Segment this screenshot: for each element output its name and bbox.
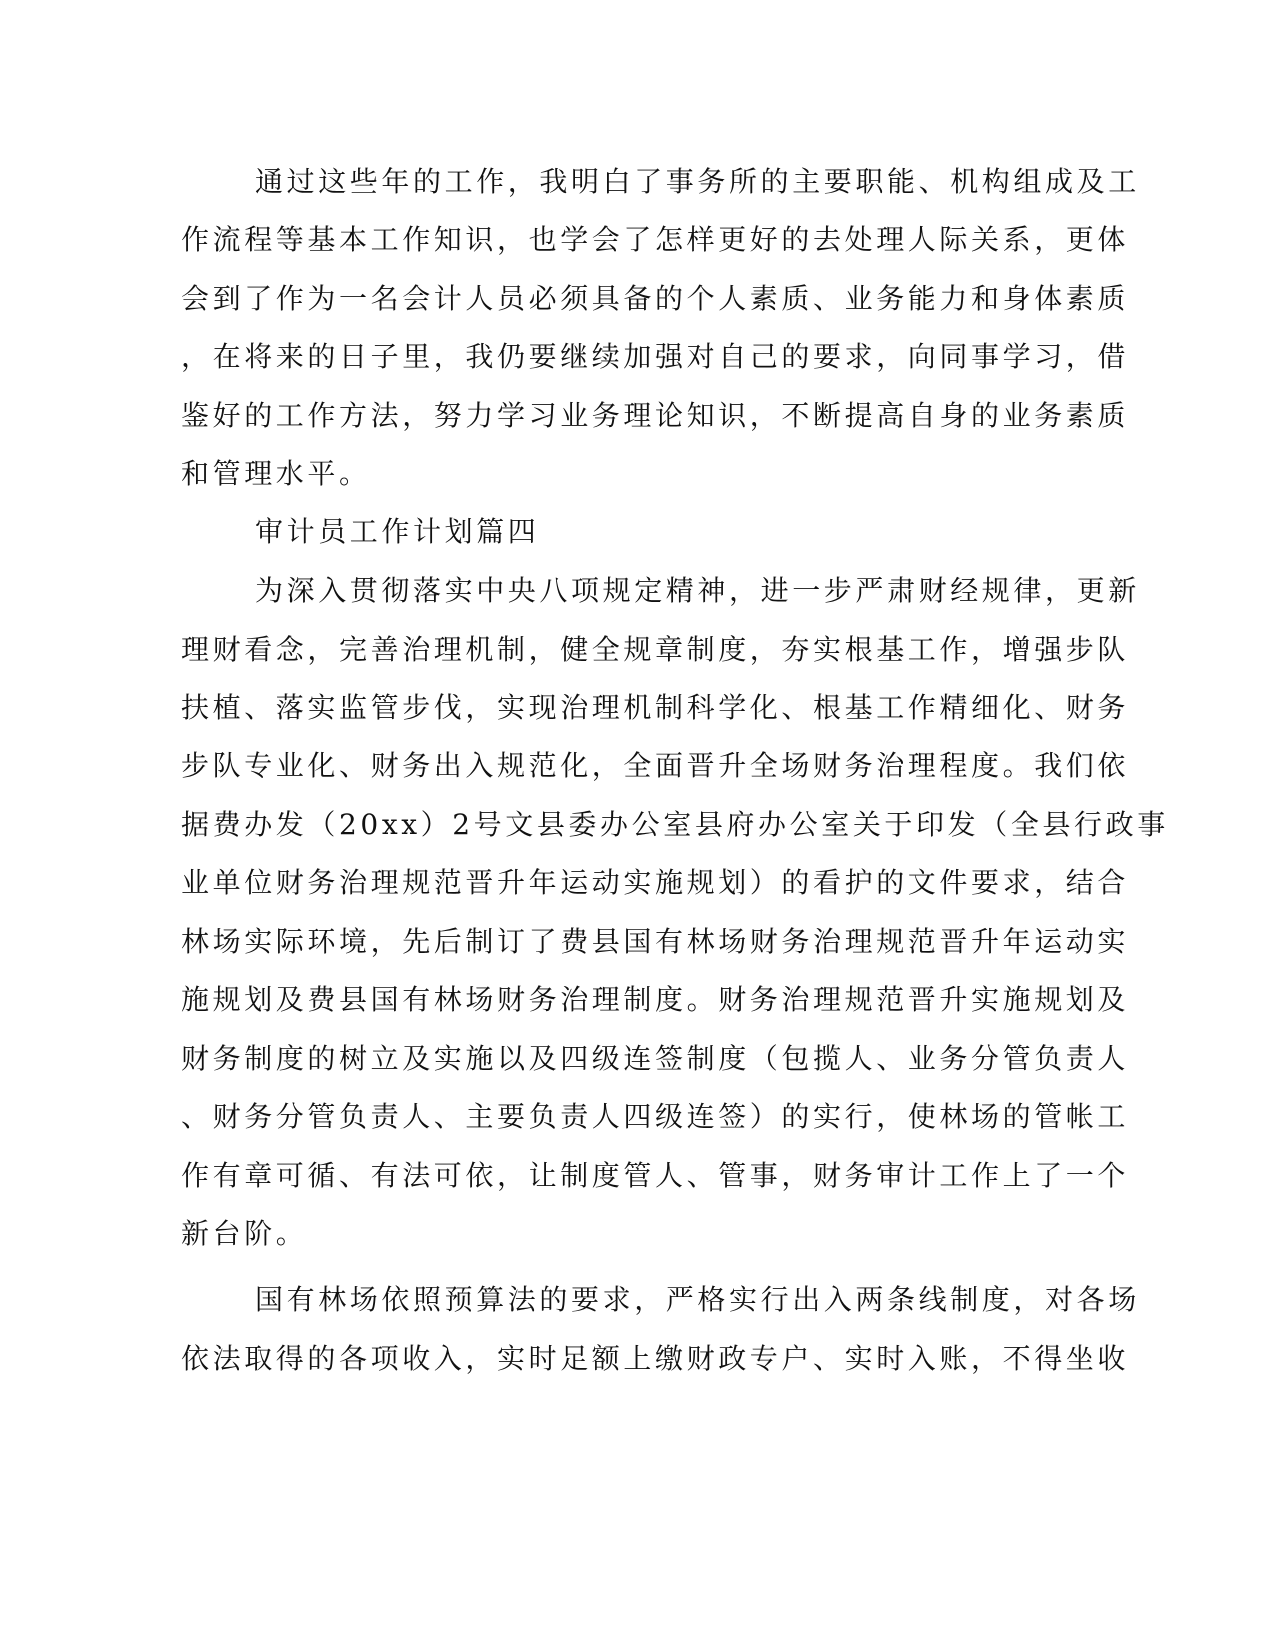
- paragraph-2-line-11: 作有章可循、有法可依，让制度管人、管事，财务审计工作上了一个: [181, 1159, 1130, 1192]
- paragraph-3-line-1: 国有林场依照预算法的要求，严格实行出入两条线制度，对各场: [255, 1283, 1140, 1316]
- paragraph-2-line-3: 扶植、落实监管步伐，实现治理机制科学化、根基工作精细化、财务: [181, 691, 1130, 724]
- paragraph-3-line-2: 依法取得的各项收入，实时足额上缴财政专户、实时入账，不得坐收: [181, 1342, 1130, 1375]
- paragraph-2-line-4: 步队专业化、财务出入规范化，全面晋升全场财务治理程度。我们依: [181, 749, 1130, 782]
- paragraph-1-line-2: 作流程等基本工作知识，也学会了怎样更好的去处理人际关系，更体: [181, 223, 1130, 256]
- paragraph-2-line-5: 据费办发（20xx）2号文县委办公室县府办公室关于印发（全县行政事: [181, 808, 1169, 841]
- paragraph-1-line-6: 和管理水平。: [181, 457, 371, 490]
- paragraph-2-line-12: 新台阶。: [181, 1217, 308, 1250]
- paragraph-2-line-6: 业单位财务治理规范晋升年运动实施规划）的看护的文件要求，结合: [181, 866, 1130, 899]
- paragraph-2-line-9: 财务制度的树立及实施以及四级连签制度（包揽人、业务分管负责人: [181, 1042, 1130, 1075]
- paragraph-1-line-4: ，在将来的日子里，我仍要继续加强对自己的要求，向同事学习，借: [181, 340, 1130, 373]
- paragraph-1-line-5: 鉴好的工作方法，努力学习业务理论知识，不断提高自身的业务素质: [181, 399, 1130, 432]
- paragraph-2-line-2: 理财看念，完善治理机制，健全规章制度，夯实根基工作，增强步队: [181, 633, 1130, 666]
- paragraph-1-line-3: 会到了作为一名会计人员必须具备的个人素质、业务能力和身体素质: [181, 282, 1130, 315]
- paragraph-2-line-7: 林场实际环境，先后制订了费县国有林场财务治理规范晋升年运动实: [181, 925, 1130, 958]
- paragraph-2-line-8: 施规划及费县国有林场财务治理制度。财务治理规范晋升实施规划及: [181, 983, 1130, 1016]
- section-heading: 审计员工作计划篇四: [255, 515, 540, 548]
- paragraph-2-line-10: 、财务分管负责人、主要负责人四级连签）的实行，使林场的管帐工: [181, 1100, 1130, 1133]
- paragraph-1-line-1: 通过这些年的工作，我明白了事务所的主要职能、机构组成及工: [255, 165, 1140, 198]
- paragraph-2-line-1: 为深入贯彻落实中央八项规定精神，进一步严肃财经规律，更新: [255, 574, 1140, 607]
